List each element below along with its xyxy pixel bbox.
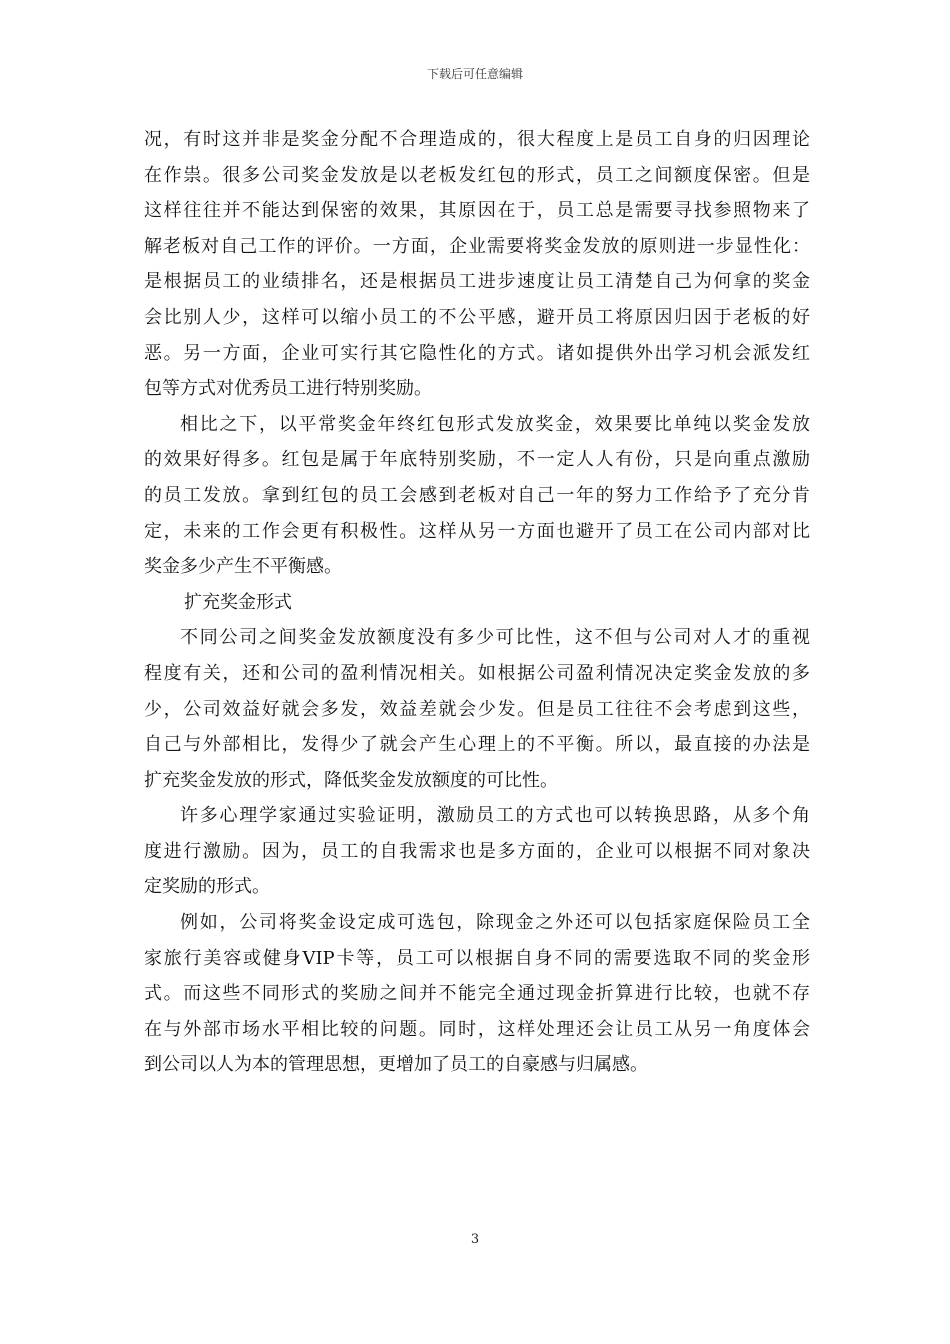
text-line: 少，公司效益好就会多发，效益差就会少发。但是员工往往不会考虑到这些，: [144, 698, 810, 720]
text-line: 在与外部市场水平相比较的问题。同时，这样处理还会让员工从另一角度体会: [144, 1018, 810, 1040]
text-line: 式。而这些不同形式的奖励之间并不能完全通过现金折算进行比较，也就不存: [144, 983, 810, 1005]
text-line: 奖金多少产生不平衡感。: [144, 556, 342, 578]
text-line: 解老板对自己工作的评价。一方面，企业需要将奖金发放的原则进一步显性化：: [144, 235, 810, 257]
text-line: 度进行激励。因为，员工的自我需求也是多方面的，企业可以根据不同对象决: [144, 840, 810, 862]
document-body: [144, 122, 810, 1083]
text-line: 家旅行美容或健身VIP卡等，员工可以根据自身不同的需要选取不同的奖金形: [144, 947, 810, 969]
paragraph-first-line: 相比之下，以平常奖金年终红包形式发放奖金，效果要比单纯以奖金发放: [180, 413, 810, 435]
text-line: 这样往往并不能达到保密的效果，其原因在于，员工总是需要寻找参照物来了: [144, 200, 810, 222]
page-number: 3: [470, 1232, 480, 1247]
text-line: 的员工发放。拿到红包的员工会感到老板对自己一年的努力工作给予了充分肯: [144, 484, 810, 506]
paragraph-first-line: 不同公司之间奖金发放额度没有多少可比性，这不但与公司对人才的重视: [180, 627, 810, 649]
text-line: 到公司以人为本的管理思想，更增加了员工的自豪感与归属感。: [144, 1054, 648, 1076]
text-line: 况，有时这并非是奖金分配不合理造成的，很大程度上是员工自身的归因理论: [144, 129, 810, 150]
text-line: 的效果好得多。红包是属于年底特别奖励，不一定人人有份，只是向重点激励: [144, 449, 810, 471]
text-line: 自己与外部相比，发得少了就会产生心理上的不平衡。所以，最直接的办法是: [144, 734, 810, 756]
text-line: 在作祟。很多公司奖金发放是以老板发红包的形式，员工之间额度保密。但是: [144, 164, 810, 186]
text-line: 恶。另一方面，企业可实行其它隐性化的方式。诸如提供外出学习机会派发红: [144, 342, 810, 364]
text-line: 程度有关，还和公司的盈利情况相关。如根据公司盈利情况决定奖金发放的多: [144, 662, 810, 684]
page-header: 下载后可任意编辑: [426, 67, 523, 81]
text-line: 包等方式对优秀员工进行特别奖励。: [144, 378, 432, 400]
text-line: 定奖励的形式。: [144, 876, 270, 898]
section-heading: 扩充奖金形式: [184, 591, 292, 613]
paragraph-first-line: 许多心理学家通过实验证明，激励员工的方式也可以转换思路，从多个角: [180, 805, 810, 827]
paragraph-first-line: 例如，公司将奖金设定成可选包，除现金之外还可以包括家庭保险员工全: [180, 912, 810, 934]
text-line: 是根据员工的业绩排名，还是根据员工进步速度让员工清楚自己为何拿的奖金: [144, 271, 810, 293]
text-line: 扩充奖金发放的形式，降低奖金发放额度的可比性。: [144, 769, 558, 791]
text-line: 会比别人少，这样可以缩小员工的不公平感，避开员工将原因归因于老板的好: [144, 306, 810, 328]
text-line: 定，未来的工作会更有积极性。这样从另一方面也避开了员工在公司内部对比: [144, 520, 810, 542]
